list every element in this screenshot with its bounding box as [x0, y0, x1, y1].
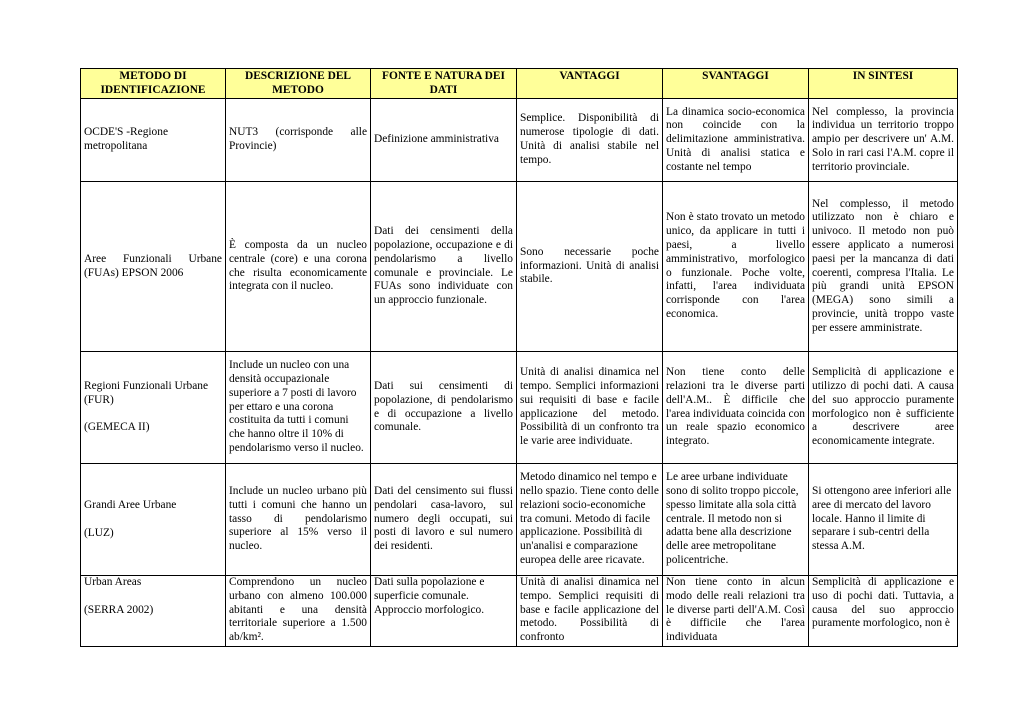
cell-sintesi: Semplicità di applicazione e utilizzo di pochi dati. A causa del suo approccio puramente morfologico non è sufficiente a descrivere aree economicamente integrate. — [809, 352, 958, 464]
metodo-name: OCDE'S -Regione metropolitana — [84, 126, 168, 152]
comparison-table — [80, 68, 958, 647]
cell-descrizione — [226, 576, 371, 647]
cell-fonte: Definizione amministrativa — [371, 99, 517, 182]
cell-sintesi: Nel complesso, la provincia individua un territorio troppo ampio per descrivere un' A.M. Solo in rari casi l'A.M. copre il territorio provinciale. — [809, 99, 958, 182]
vantaggi-text: Unità di analisi dinamica nel tempo. Semplici requisiti di base e facile applicazione del metodo. Possibilità di confronto — [520, 576, 659, 644]
fonte-text: Dati sulla popolazione e superficie comunale. Approccio morfologico. — [374, 576, 485, 616]
cell-vantaggi: Sono necessarie poche informazioni. Unità di analisi stabile. — [517, 182, 663, 352]
cell-metodo — [81, 464, 226, 576]
cell-vantaggi: Metodo dinamico nel tempo e nello spazio. Tiene conto delle relazioni socio-economiche tra comuni. Metodo di facile applicazione. Possibilità di un'analisi e comparazione europea delle aree ricavate. — [517, 464, 663, 576]
cell-metodo — [81, 576, 226, 647]
header-vantaggi: VANTAGGI — [517, 69, 663, 99]
sintesi-text: Semplicità di applicazione e uso di pochi dati. Tuttavia, a causa del suo approccio puramente morfologico, non è — [812, 576, 954, 630]
cell-vantaggi — [517, 576, 663, 647]
cell-sintesi — [809, 576, 958, 647]
cell-fonte: Dati del censimento sui flussi pendolari casa-lavoro, sul numero degli occupati, sui posti di lavoro e sul numero dei residenti. — [371, 464, 517, 576]
table-row — [81, 99, 958, 182]
cell-descrizione: NUT3 (corrisponde alle Provincie) — [226, 99, 371, 182]
descrizione-text: Comprendono un nucleo urbano con almeno 100.000 abitanti e una densità territoriale superiore a 1.500 ab/km². — [229, 576, 367, 644]
cell-vantaggi: Semplice. Disponibilità di numerose tipologie di dati. Unità di analisi stabile nel tempo. — [517, 99, 663, 182]
table-row — [81, 576, 958, 647]
cell-descrizione: Include un nucleo con una densità occupazionale superiore a 7 posti di lavoro per ettaro e una corona costituita da tutti i comuni che hanno oltre il 10% di pendolarismo verso il nucleo. — [226, 352, 371, 464]
metodo-name: Grandi Aree Urbane — [84, 498, 177, 511]
cell-metodo — [81, 99, 226, 182]
header-fonte: FONTE E NATURA DEI DATI — [371, 69, 517, 99]
cell-descrizione: Include un nucleo urbano più tutti i comuni che hanno un tasso di pendolarismo superiore al 15% verso il nucleo. — [226, 464, 371, 576]
cell-svantaggi: Non è stato trovato un metodo unico, da applicare in tutti i paesi, a livello amministrativo, morfologico o funzionale. Poche volte, infatti, l'area individuata corrisponde con l'area economica. — [663, 182, 809, 352]
metodo-source: (SERRA 2002) — [84, 603, 154, 616]
cell-metodo — [81, 352, 226, 464]
metodo-source: (LUZ) — [84, 526, 114, 539]
metodo-name: Aree Funzionali Urbane (FUAs) EPSON 2006 — [84, 252, 222, 279]
table-row — [81, 352, 958, 464]
metodo-name: Urban Areas — [84, 576, 142, 588]
table-header-row — [81, 69, 958, 99]
table-row — [81, 182, 958, 352]
cell-svantaggi — [663, 576, 809, 647]
header-metodo: METODO DI IDENTIFICAZIONE — [81, 69, 226, 99]
cell-fonte: Dati sui censimenti di popolazione, di pendolarismo e di occupazione a livello comunale. — [371, 352, 517, 464]
header-sintesi: IN SINTESI — [809, 69, 958, 99]
cell-svantaggi: La dinamica socio-economica non coincide con la delimitazione amministrativa. Unità di analisi statica e costante nel tempo — [663, 99, 809, 182]
metodo-name: Regioni Funzionali Urbane (FUR) — [84, 379, 209, 406]
cell-metodo — [81, 182, 226, 352]
cell-fonte — [371, 576, 517, 647]
cell-sintesi: Nel complesso, il metodo utilizzato non è chiaro e univoco. Il metodo non può essere applicato a numerosi paesi per la mancanza di dati coerenti, compresa l'Italia. Le più grandi unità EPSON (MEGA) sono simili a provincie, unità troppo vaste per essere amministrate. — [809, 182, 958, 352]
table-row — [81, 464, 958, 576]
header-svantaggi: SVANTAGGI — [663, 69, 809, 99]
cell-descrizione: È composta da un nucleo centrale (core) e una corona che risulta economicamente integrata con il nucleo. — [226, 182, 371, 352]
svantaggi-text: Non tiene conto in alcun modo delle reali relazioni tra le diverse parti dell'A.M. Così è difficile che l'area individuata — [666, 576, 805, 644]
header-descrizione: DESCRIZIONE DEL METODO — [226, 69, 371, 99]
metodo-source: (GEMECA II) — [84, 421, 150, 434]
cell-fonte: Dati dei censimenti della popolazione, occupazione e di pendolarismo a livello comunale e provinciale. Le FUAs sono individuate con un approccio funzionale. — [371, 182, 517, 352]
cell-svantaggi: Non tiene conto delle relazioni tra le diverse parti dell'A.M.. È difficile che l'area individuata coincida con un reale spazio economico integrato. — [663, 352, 809, 464]
cell-vantaggi: Unità di analisi dinamica nel tempo. Semplici informazioni sui requisiti di base e facile applicazione del metodo. Possibilità di un confronto tra le varie aree individuate. — [517, 352, 663, 464]
cell-svantaggi: Le aree urbane individuate sono di solito troppo piccole, spesso limitate alla sola città centrale. Il metodo non si adatta bene alla descrizione delle aree metropolitane policentriche. — [663, 464, 809, 576]
cell-sintesi: Si ottengono aree inferiori alle aree di mercato del lavoro locale. Hanno il limite di separare i sub-centri della stessa A.M. — [809, 464, 958, 576]
